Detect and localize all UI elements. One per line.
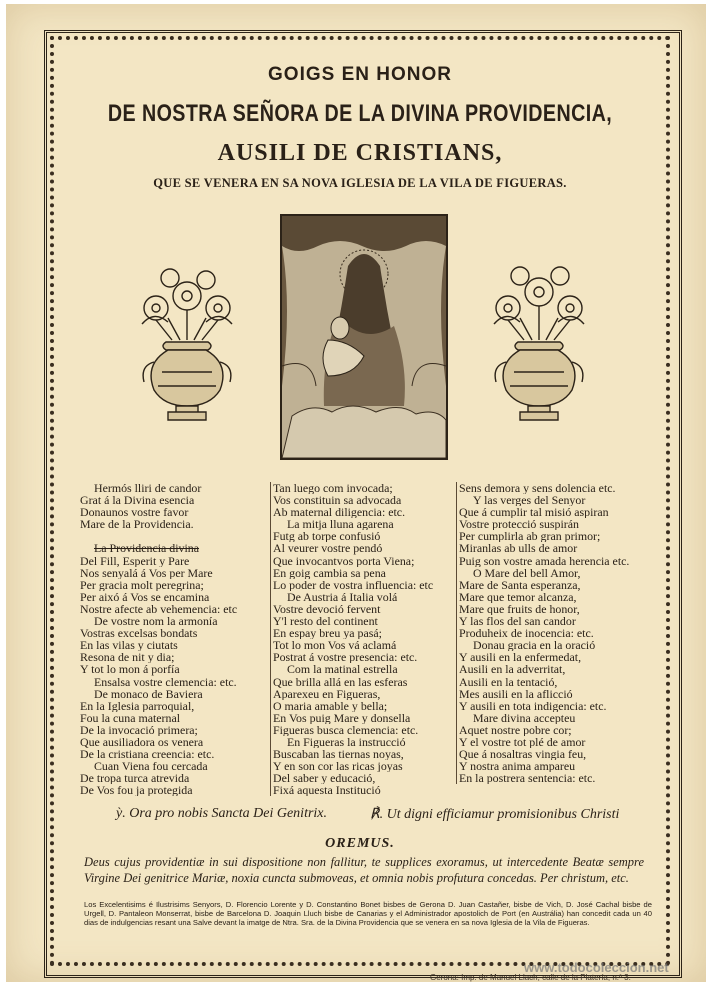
verse-line: Fou la cuna maternal — [80, 711, 181, 724]
verse-line: En las vilas y ciutats — [80, 639, 178, 652]
indulgence-footnote: Los Excelentisims é Ilustrisims Senyors, D. Florencio Lorente y D. Constantino Bonet bisbes de Gerona D. Juan Castañer, bisbe de Vich, D. José Cachal bisbe de Urgell, D. Pantaleon Monserrat, bisbe de Barcelona D. Joaquin Lluch bisbe de Canarias y el Administrador apostolich de Port (en Austrália) han concedit cada un 40 dias de indulgencias resant una Salve devant la imatge de Ntra. Sra. de la Divina Providencia que se venera en sa nova Iglesia de la Vila de Figueras. — [84, 900, 652, 927]
verse-line: Vos constituin sa advocada — [273, 494, 402, 507]
verse-line: En Figueras la instrucció — [287, 735, 406, 749]
verse-line: Per aixó á Vos se encamina — [80, 590, 210, 603]
verse-line: Donau gracia en la oració — [473, 639, 596, 652]
verse-line: La mitja lluna agarena — [287, 518, 394, 531]
verse-line: La Providencia divina — [94, 542, 200, 555]
verse-line: Postrat á vostre presencia: etc. — [273, 651, 418, 664]
title-line-2: DE NOSTRA SEÑORA DE LA DIVINA PROVIDENCIA, — [107, 100, 613, 127]
verse-line: Vostre protecció suspirán — [459, 518, 579, 531]
verse-line: Cuan Viena fou cercada — [94, 760, 208, 773]
verse-line: Y las flos del san candor — [459, 615, 576, 628]
verse-line: Y tot lo mon á porfía — [80, 663, 180, 676]
verse-line: Al veurer vostre pendó — [273, 542, 383, 555]
verse-line: Mare de Santa esperanza, — [459, 578, 581, 591]
verse-line: Aparexeu en Figueras, — [273, 687, 381, 700]
verse-line: Miranlas ab ulls de amor — [459, 542, 578, 555]
verse-line: Que brilla allá en las esferas — [273, 675, 408, 688]
verse-line: Y ausili en la enfermedat, — [459, 651, 582, 664]
verse-line: De Austria á Italia volá — [287, 590, 398, 603]
printer-imprint: Gerona: Imp. de Manuel Llach, calle de la Platería, n.º 3. — [430, 973, 631, 982]
verse-line: Nos senyalá á Vos per Mare — [80, 566, 213, 579]
verse-line: En Vos puig Mare y donsella — [273, 711, 411, 724]
verse-line: Hermós lliri de candor — [94, 482, 202, 495]
verse-line: Y nostra anima ampareu — [459, 760, 576, 773]
verse-line: En espay breu ya pasá; — [273, 627, 382, 640]
subtitle: QUE SE VENERA EN SA NOVA IGLESIA DE LA VILA DE FIGUERAS. — [153, 176, 567, 190]
verse-line: Del Fill, Esperit y Pare — [80, 554, 190, 567]
verse-line: Com la matinal estrella — [287, 663, 398, 676]
verse-line: Que invocantvos porta Viena; — [273, 554, 415, 567]
title-line-3: AUSILI DE CRISTIANS, — [217, 140, 503, 166]
verse-line: Aquet nostre pobre cor; — [459, 723, 572, 736]
oremus-heading: OREMUS. — [325, 836, 395, 851]
verse-line: Lo poder de vostra influencia: etc — [273, 578, 434, 591]
title-line-1: GOIGS EN HONOR — [268, 64, 452, 85]
verse-line: Ab maternal diligencia: etc. — [273, 506, 406, 519]
verse-line: Nostre afecte ab vehemencia: etc — [80, 602, 238, 616]
verse-line: Mes ausili en la aflicció — [459, 687, 573, 700]
verse-line: Grat á la Divina esencia — [80, 494, 195, 507]
verse-line: Buscaban las tiernas noyas, — [273, 748, 404, 761]
verse-line: Vostre devoció fervent — [273, 602, 381, 616]
verse-line: Que ausiliadora os venera — [80, 735, 204, 749]
verse-line: Mare divina accepteu — [473, 711, 576, 724]
verse-line: Ausili en la adverritat, — [459, 663, 566, 676]
versicle: ỳ. Ora pro nobis Sancta Dei Genitrix. — [116, 806, 328, 821]
verse-line: Y ausili en tota indigencia: etc. — [459, 699, 607, 712]
verse-line: De la cristiana creencia: etc. — [80, 748, 215, 761]
verse-column-3 — [456, 482, 659, 784]
verse-line: Sens demora y sens dolencia etc. — [459, 482, 616, 495]
verse-line: O maria amable y bella; — [273, 699, 388, 712]
verse-line: En la postrera sentencia: etc. — [459, 772, 596, 785]
flower-vase-right-icon — [480, 262, 598, 432]
watermark: www.todocoleccion.net — [524, 960, 669, 975]
verse-line: Ensalsa vostre clemencia: etc. — [94, 675, 237, 688]
verse-line: Que á nosaltras vingia feu, — [459, 748, 587, 761]
verse-line: Vostras excelsas bondats — [80, 627, 198, 640]
response: ℟. Ut digni efficiamur promisionibus Christi — [370, 807, 620, 822]
verse-line: Y'l resto del continent — [273, 615, 378, 628]
verse-line: Per gracia molt peregrina; — [80, 578, 204, 591]
verse-line: O Mare del bell Amor, — [473, 566, 581, 579]
verse-line: En la Iglesia parroquial, — [80, 699, 195, 712]
verse-line: Y el vostre tot plé de amor — [459, 735, 586, 749]
verse-line: De Vos fou ja protegida — [80, 784, 193, 797]
verse-column-2 — [270, 482, 453, 796]
verse-line: Resona de nit y dia; — [80, 651, 175, 664]
verse-line: Y las verges del Senyor — [473, 494, 586, 507]
verse-line: Produheix de inocencia: etc. — [459, 627, 594, 640]
verse-line: De tropa turca atrevida — [80, 772, 190, 785]
verse-line: Figueras busca clemencia: etc. — [273, 723, 419, 736]
verse-line: Que á cumplir tal misió aspiran — [459, 506, 609, 519]
verse-line: Puig son vostre amada herencia etc. — [459, 554, 630, 567]
virgin-and-child-engraving — [280, 214, 448, 460]
verse-line: De vostre nom la armonía — [94, 615, 218, 628]
verse-line: Ausili en la tentació, — [459, 675, 558, 688]
verse-line: De la invocació primera; — [80, 723, 198, 736]
verse-line: Tan luego com invocada; — [273, 482, 393, 495]
oremus-prayer: Deus cujus providentiæ in sui dispositione non fallitur, te supplices exoramus, ut intercedente Beatæ sempre Virgine Dei genitrice Mariæ, noxia cuncta submoveas, et omnia nobis profutura concedas. Per christum, etc. — [84, 855, 644, 885]
verse-line — [80, 530, 260, 542]
verse-line: Donaunos vostre favor — [80, 506, 189, 519]
verse-line: De monaco de Baviera — [94, 687, 203, 700]
verse-line: Fixá aquesta Institució — [273, 784, 381, 797]
verse-line: Mare que temor alcanza, — [459, 590, 577, 603]
verse-line: En goig cambia sa pena — [273, 566, 386, 579]
verse-line: Futg ab torpe confusió — [273, 530, 381, 543]
verse-line: Per cumplirla ab gran primor; — [459, 530, 601, 543]
verse-column-1 — [80, 482, 260, 796]
verse-line: Mare que fruits de honor, — [459, 602, 580, 616]
flower-vase-left-icon — [128, 262, 246, 432]
verse-line: Mare de la Providencia. — [80, 518, 194, 531]
verse-line: Del saber y educació, — [273, 772, 376, 785]
verse-line: Y en son cor las ricas joyas — [273, 760, 403, 773]
verse-line: Tot lo mon Vos vá aclamá — [273, 639, 397, 652]
